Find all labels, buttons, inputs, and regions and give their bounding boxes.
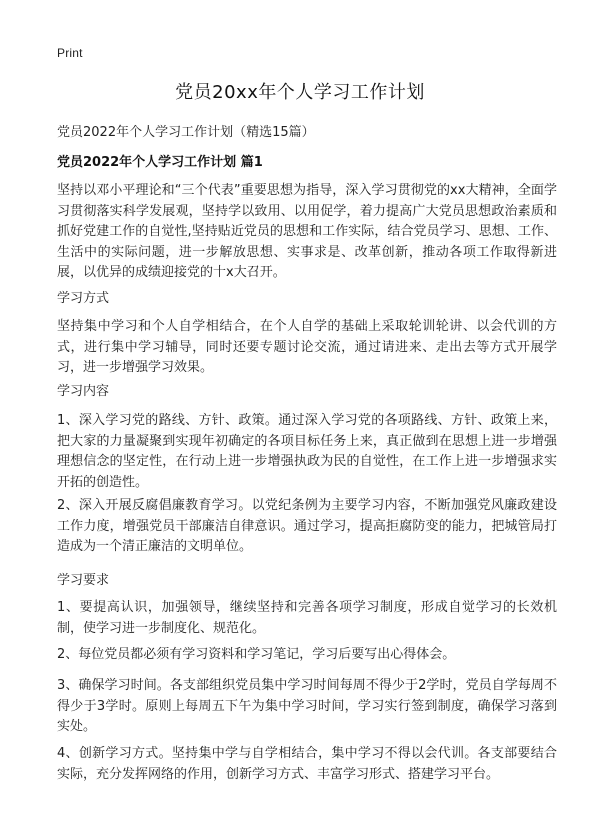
method-paragraph: 坚持集中学习和个人自学相结合，在个人自学的基础上采取轮训轮讲、以会代训的方式，进行集中学习辅导，同时还要专题讨论交流，通过请进来、走出去等方式开展学习，进一步增强学习效果。 <box>57 319 557 375</box>
intro-paragraph: 坚持以邓小平理论和“三个代表”重要思想为指导，深入学习贯彻党的xx大精神，全面学习贯彻落实科学发展观，坚持学以致用、以用促学，着力提高广大党员思想政治素质和抓好党建工作的自觉性,坚持贴近党员的思想和工作实际，结合党员学习、思想、工作、生活中的实际问题，进一步解放思想、实事求是、改革创新，推动各项工作取得新进展，以优异的成绩迎接党的十x大召开。 <box>57 183 557 280</box>
method-heading: 学习方式 <box>57 291 110 306</box>
content-heading: 学习内容 <box>57 384 110 399</box>
content-item: 1、深入学习党的路线、方针、政策。通过深入学习党的各项路线、方针、政策上来，把大家的力量凝聚到实现年初确定的各项目标任务上来，真正做到在思想上进一步增强理想信念的坚定性，在行动上进一步增强执政为民的自觉性，在工作上进一步增强求实开拓的创造性。 <box>57 413 557 490</box>
requirement-item: 1、要提高认识，加强领导，继续坚持和完善各项学习制度，形成自觉学习的长效机制，使学习进一步制度化、规范化。 <box>57 600 557 636</box>
print-link[interactable]: Print <box>57 46 83 60</box>
document-subtitle: 党员2022年个人学习工作计划（精选15篇） <box>57 125 315 140</box>
requirement-item: 2、每位党员都必须有学习资料和学习笔记，学习后要写出心得体会。 <box>57 647 456 662</box>
requirements-heading: 学习要求 <box>57 573 110 588</box>
requirement-item: 3、确保学习时间。各支部组织党员集中学习时间每周不得少于2学时，党员自学每周不得少于3学时。原则上每周五下午为集中学习时间，学习实行签到制度，确保学习落到实处。 <box>57 678 557 734</box>
document-title: 党员20xx年个人学习工作计划 <box>175 82 425 103</box>
section-heading: 党员2022年个人学习工作计划 篇1 <box>57 155 263 170</box>
requirement-item: 4、创新学习方式。坚持集中学与自学相结合，集中学习不得以会代训。各支部要结合实际，充分发挥网络的作用，创新学习方式、丰富学习形式、搭建学习平台。 <box>57 746 557 782</box>
content-item: 2、深入开展反腐倡廉教育学习。以党纪条例为主要学习内容，不断加强党风廉政建设工作力度，增强党员干部廉洁自律意识。通过学习，提高拒腐防变的能力，把城管局打造成为一个清正廉洁的文明单位。 <box>57 498 557 554</box>
